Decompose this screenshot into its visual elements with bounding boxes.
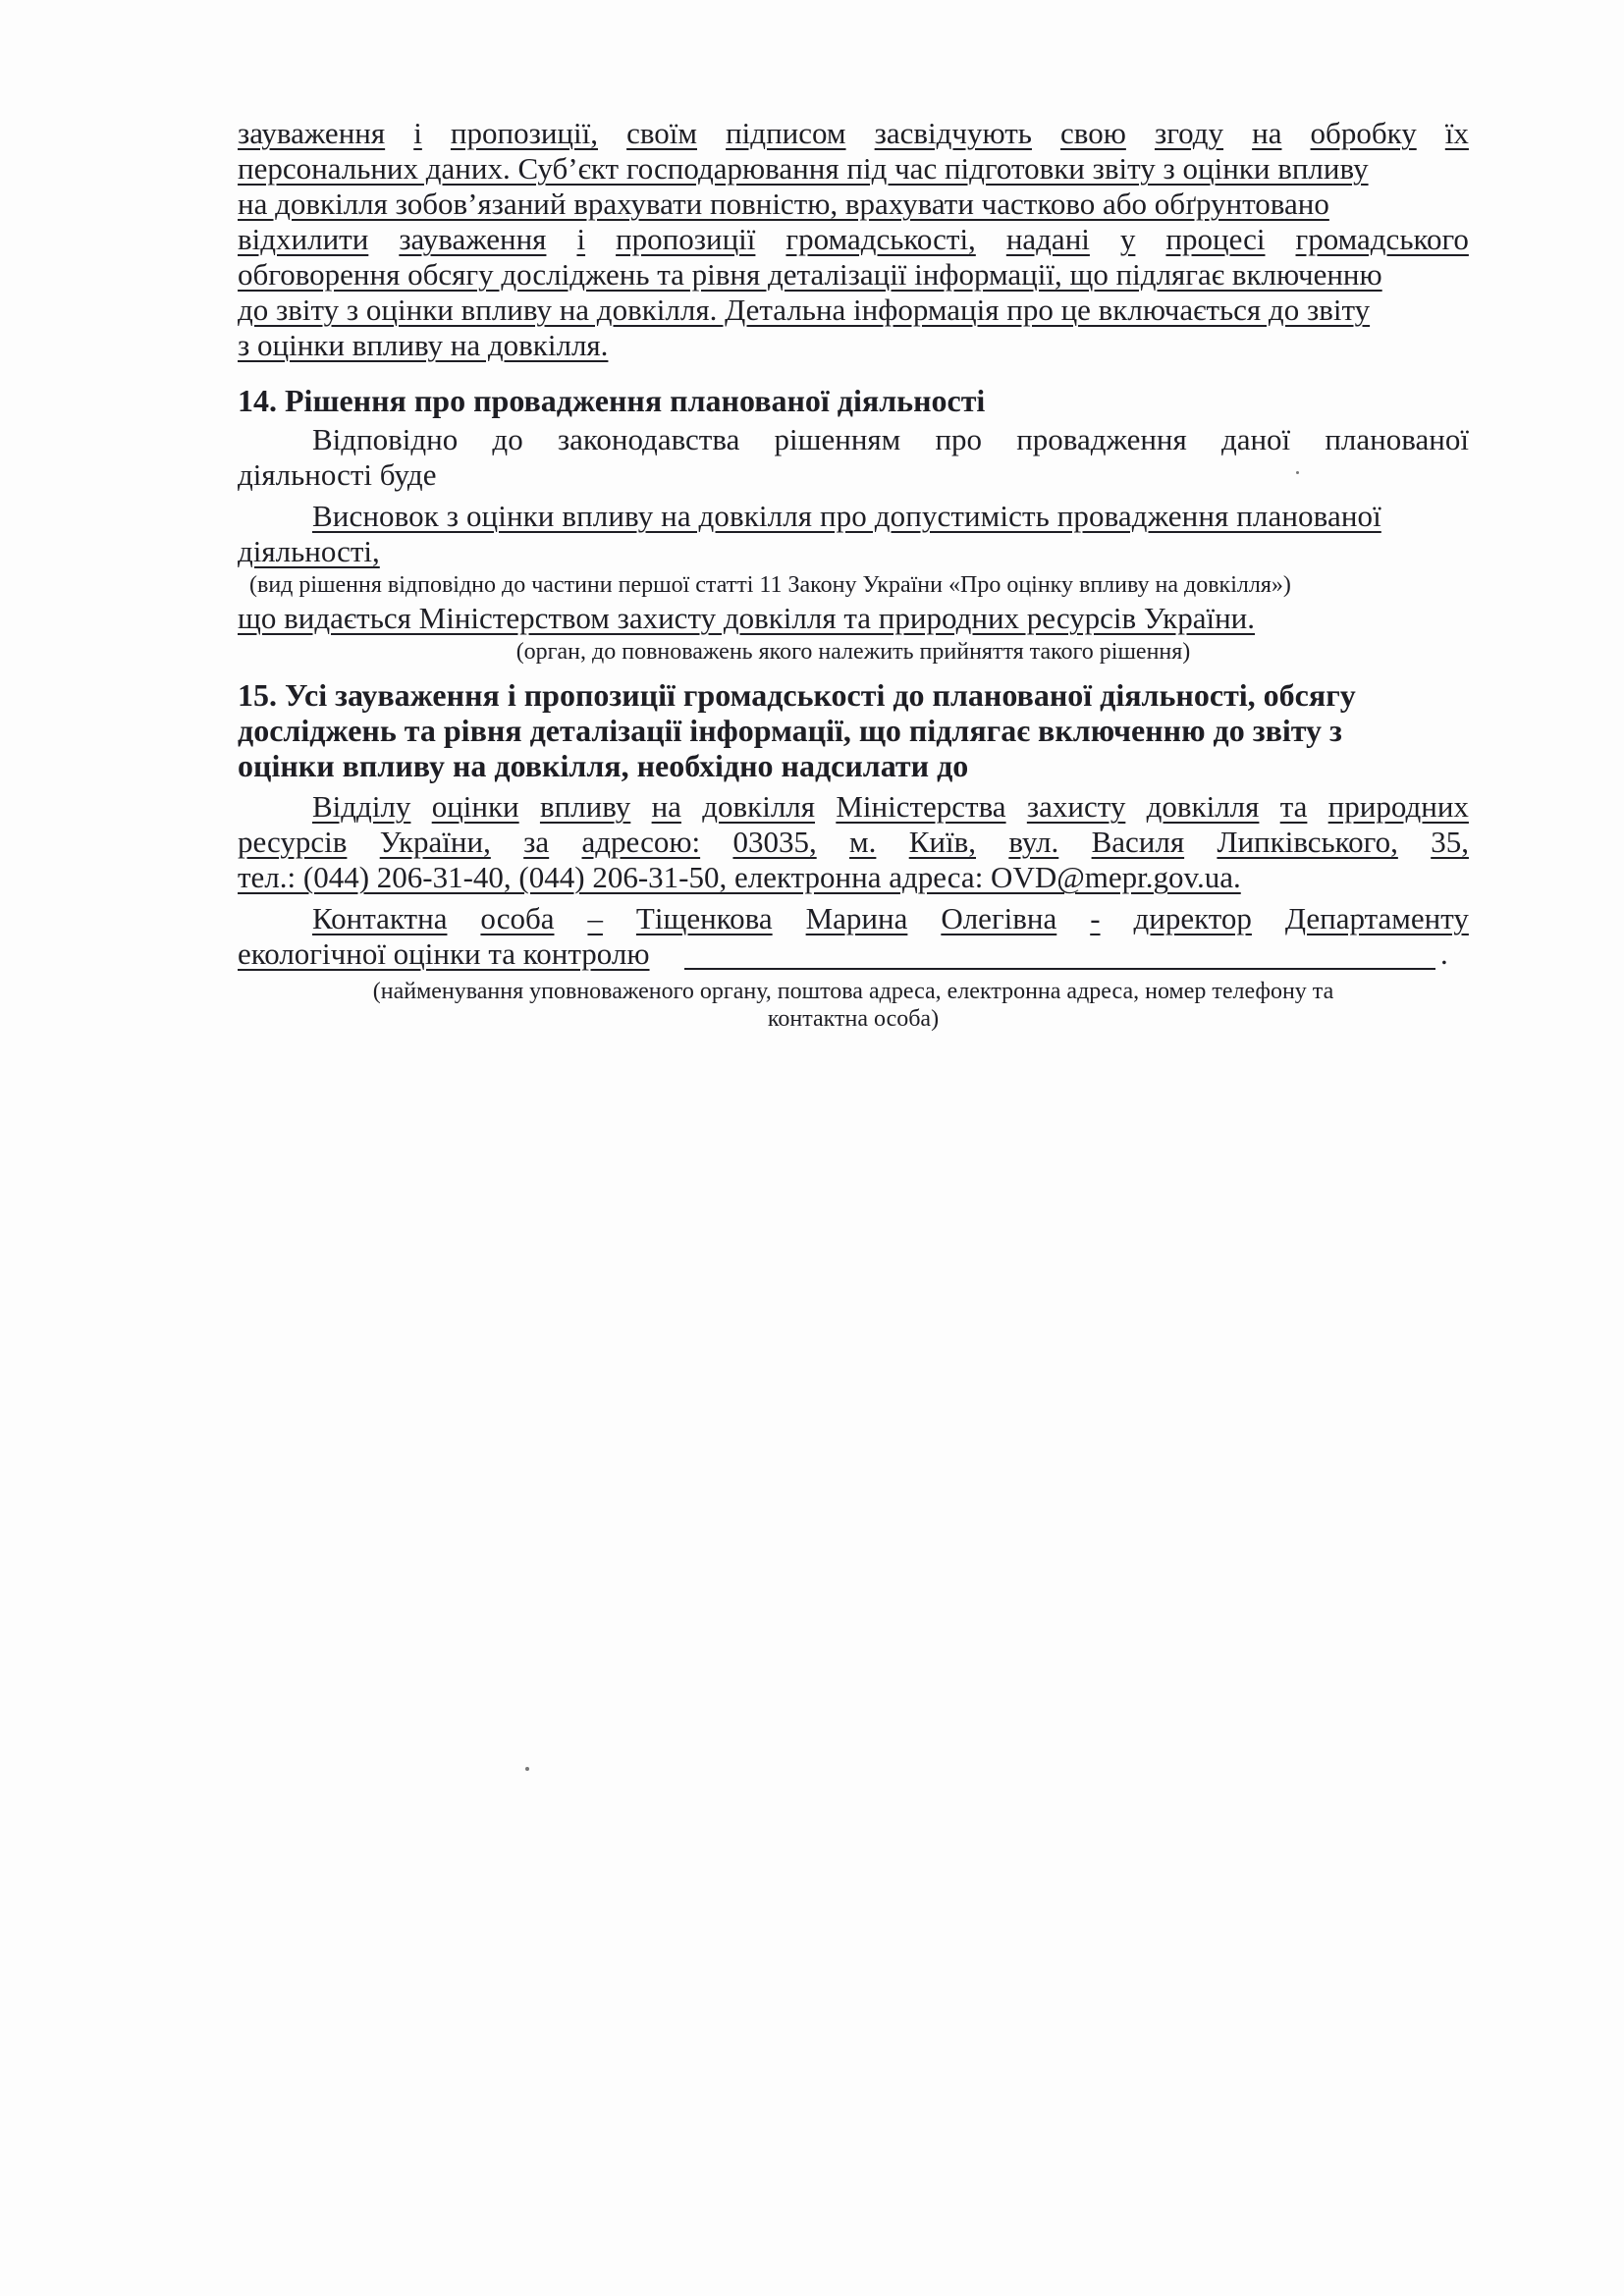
word: особа xyxy=(480,901,555,935)
word: надані xyxy=(1005,222,1090,256)
section-15-heading-line-3: оцінки впливу на довкілля, необхідно надсилати до xyxy=(238,748,969,783)
word: своїм xyxy=(626,116,698,150)
scan-speck xyxy=(1296,471,1299,474)
word: персональних даних. Суб’єкт господарювання під час підготовки звіту з оцінки впливу xyxy=(238,151,1369,186)
word: захисту xyxy=(1026,789,1126,824)
word: України, xyxy=(379,825,491,859)
word: їх xyxy=(1444,116,1469,150)
word: Марина xyxy=(805,901,908,935)
decision-type-line-2: діяльності, xyxy=(238,534,380,568)
section-15-heading-line-2: досліджень та рівня деталізації інформації, що підлягає включенню до звіту з xyxy=(238,713,1342,748)
word: Відділу xyxy=(312,789,411,824)
word: на xyxy=(651,789,681,824)
contact-line-end: . xyxy=(1440,936,1448,971)
paragraph-line-4 xyxy=(238,222,1469,257)
word: рішенням xyxy=(774,422,901,456)
word: відхилити xyxy=(238,222,369,256)
word: Тіщенкова xyxy=(635,901,773,935)
word: свою xyxy=(1060,116,1126,150)
paragraph-line-1 xyxy=(238,116,1469,151)
word: засвідчують xyxy=(874,116,1032,150)
word: ресурсів xyxy=(238,825,348,859)
word: даної xyxy=(1220,422,1291,456)
word: до xyxy=(492,422,523,456)
word: Міністерства xyxy=(836,789,1006,824)
contact-fill-line xyxy=(684,968,1435,970)
word: довкілля xyxy=(702,789,816,824)
contact-line-1 xyxy=(312,901,1469,936)
word: законодавства xyxy=(557,422,740,456)
address-line-2 xyxy=(238,825,1469,860)
section-14-intro-line-2: діяльності буде xyxy=(238,457,437,492)
word: та xyxy=(1279,789,1308,824)
word: Олегівна xyxy=(941,901,1057,935)
contact-caption-line-1: (найменування уповноваженого органу, поштова адреса, електронна адреса, номер телефону та xyxy=(372,979,1334,1004)
word: 35, xyxy=(1431,825,1469,859)
word: і xyxy=(413,116,422,150)
decision-type-caption: (вид рішення відповідно до частини першої статті 11 Закону України «Про оцінку впливу на довкілля») xyxy=(249,572,1291,598)
word: вул. xyxy=(1008,825,1059,859)
word: довкілля xyxy=(1146,789,1260,824)
word: процесі xyxy=(1165,222,1266,256)
word: за xyxy=(523,825,550,859)
word: громадського xyxy=(1295,222,1469,256)
word: Василя xyxy=(1091,825,1185,859)
word: і xyxy=(576,222,586,256)
word: на довкілля зобов’язаний врахувати повністю, врахувати частково або обґрунтовано xyxy=(238,187,1329,221)
word: Липківського, xyxy=(1217,825,1398,859)
word: Департаменту xyxy=(1284,901,1469,935)
word: з оцінки впливу на довкілля. xyxy=(238,328,609,362)
word: Київ, xyxy=(908,825,976,859)
word: 03035, xyxy=(732,825,817,859)
word: директор xyxy=(1133,901,1252,935)
word: планованої xyxy=(1325,422,1469,456)
word: обговорення обсягу досліджень та рівня деталізації інформації, що підлягає включенню xyxy=(238,257,1382,292)
paragraph-line-5 xyxy=(238,257,1469,293)
word: у xyxy=(1119,222,1136,256)
section-14-heading: 14. Рішення про провадження планованої діяльності xyxy=(238,383,986,418)
word: оцінки xyxy=(431,789,519,824)
word: зауваження xyxy=(399,222,547,256)
word: підписом xyxy=(726,116,846,150)
word: згоду xyxy=(1154,116,1224,150)
word: провадження xyxy=(1016,422,1187,456)
word: громадськості, xyxy=(785,222,976,256)
section-14 xyxy=(238,383,1469,677)
word: зауваження xyxy=(238,116,386,150)
authority-caption: (орган, до повноважень якого належить прийняття такого рішення) xyxy=(515,639,1191,665)
word: Відповідно xyxy=(312,422,459,456)
section-15 xyxy=(238,677,1469,1050)
scan-speck xyxy=(525,1767,529,1771)
contact-caption-line-2: контактна особа) xyxy=(767,1006,940,1032)
paragraph-line-3 xyxy=(238,187,1469,222)
word: впливу xyxy=(539,789,631,824)
word: - xyxy=(1090,901,1101,935)
word: пропозиції, xyxy=(450,116,599,150)
authority-line: що видається Міністерством захисту довкілля та природних ресурсів України. xyxy=(238,601,1256,635)
section-14-intro-line-1 xyxy=(312,422,1469,457)
word: Контактна xyxy=(312,901,448,935)
paragraph-line-2 xyxy=(238,151,1469,187)
decision-type-line-1: Висновок з оцінки впливу на довкілля про допустимість провадження планованої xyxy=(312,499,1381,533)
word: пропозиції xyxy=(616,222,756,256)
word: – xyxy=(587,901,603,935)
address-line-1 xyxy=(312,789,1469,825)
word: природних xyxy=(1327,789,1469,824)
word: до звіту з оцінки впливу на довкілля. Детальна інформація про це включається до звіту xyxy=(238,293,1371,327)
paragraph-line-7 xyxy=(238,328,608,363)
paragraph-line-6 xyxy=(238,293,1469,328)
word: обробку xyxy=(1310,116,1417,150)
word: адресою: xyxy=(581,825,701,859)
word: м. xyxy=(849,825,877,859)
address-line-3: тел.: (044) 206-31-40, (044) 206-31-50, електронна адреса: OVD@mepr.gov.ua. xyxy=(238,860,1241,894)
top-paragraph xyxy=(238,116,1469,371)
contact-line-2: екологічної оцінки та контролю xyxy=(238,936,650,971)
word: на xyxy=(1252,116,1282,150)
section-15-heading-line-1: 15. Усі зауваження і пропозиції громадськості до планованої діяльності, обсягу xyxy=(238,677,1356,713)
word: про xyxy=(935,422,983,456)
